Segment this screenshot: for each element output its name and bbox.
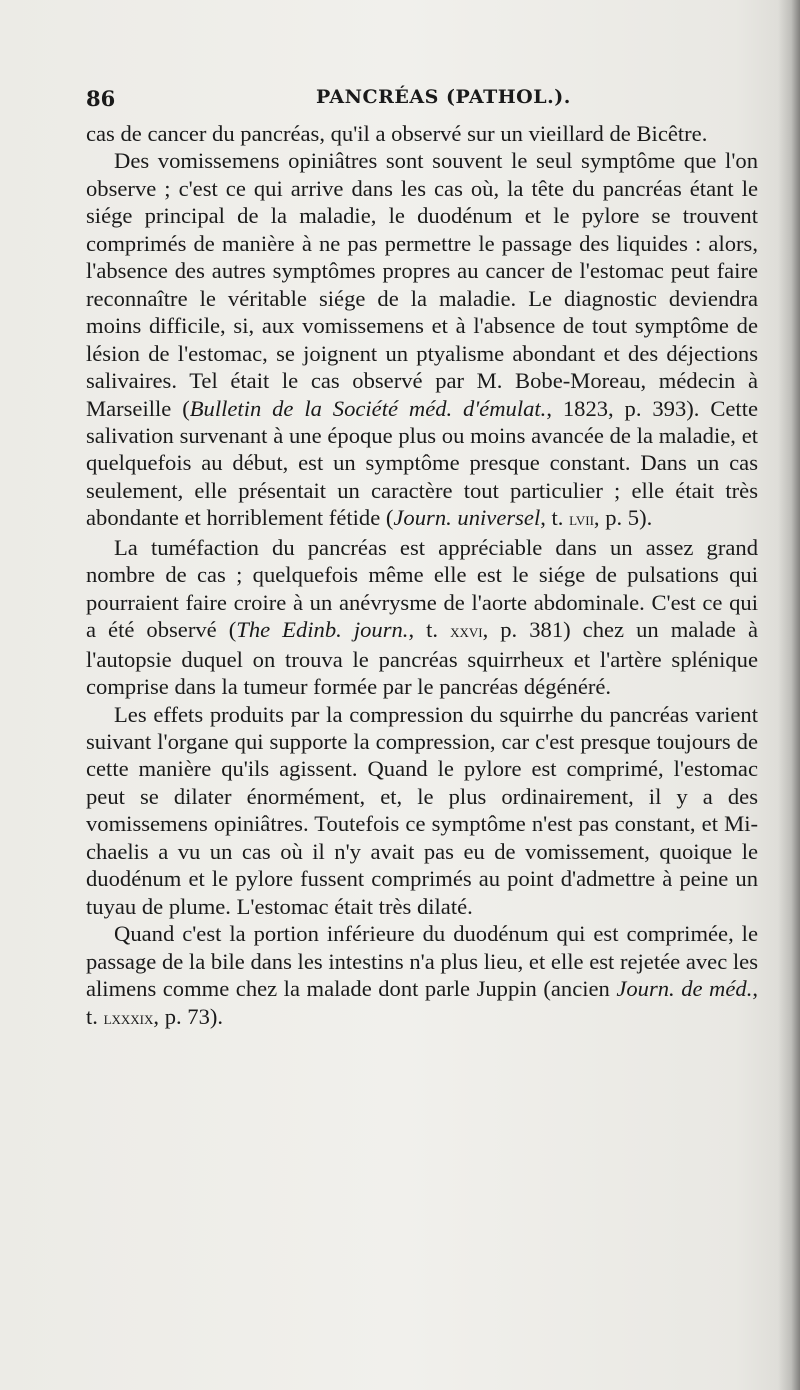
paragraph-vomissemens <box>86 147 758 533</box>
page-number: 86 <box>86 86 116 111</box>
text-run: , t. <box>540 505 570 531</box>
text-run: , p. 73). <box>153 1003 224 1029</box>
paragraph-duodenum <box>86 920 758 1032</box>
text-run: Quand c'est la portion inférieure du duodénum qui est comprimée, le passage de la bile dans les intestins n'a plus lieu, et elle est rejetée avec les alimens comme chez la malade dont parle Juppin (ancien <box>86 921 758 1002</box>
text-run: cas de cancer du pancréas, qu'il a observé sur un vieillard de Bicêtre. <box>86 121 708 146</box>
page-header <box>86 86 756 116</box>
citation-title: Bulletin de la Société méd. d'émulat. <box>189 395 547 421</box>
citation-title: Journ. universel <box>393 505 541 531</box>
paragraph-compression <box>86 701 758 921</box>
text-run: , t. <box>86 976 758 1029</box>
text-run: Les effets produits par la compression du squirrhe du pancréas varient suivant l'organe qui supporte la compression, car c'est presque toujours de cette manière qu'ils agissent. Quand le pylore est comprimé, l'estomac peut se dilater énormément, et, le plus ordinairement, il y a des vomissemens opiniâtres. Toutefois ce symptôme n'est pas constant, et Michaelis a vu un cas où il n'y avait pas eu de vomissement, quoique le duodénum et le pylore fussent comprimés au point d'admettre à peine un tuyau de plume. L'estomac était très dilaté. <box>86 701 758 919</box>
paragraph-continuation <box>86 120 758 147</box>
body-text <box>86 120 758 1032</box>
citation-title: Journ. de méd. <box>616 976 753 1002</box>
roman-numeral: lxxxix <box>103 1007 154 1028</box>
citation-title: The Edinb. journ. <box>236 617 409 643</box>
roman-numeral: xxvi <box>450 621 483 642</box>
running-head: PANCRÉAS (PATHOL.). <box>316 86 571 108</box>
roman-numeral: lvii <box>569 509 594 530</box>
text-run: , p. 381) chez un malade à l'autopsie duquel on trouva le pancréas squirrheux et l'artère splénique comprise dans la tumeur formée par le pancréas dégénéré. <box>86 617 758 700</box>
text-run: La tuméfaction du pancréas est appréciable dans un assez grand nombre de cas ; quelquefois même elle est le siége de pulsations qui pourraient faire croire à un anévrysme de l'aorte abdominale. C'est ce qui a été observé ( <box>86 534 758 643</box>
text-run: , t. <box>408 617 451 643</box>
page-binding-shadow <box>778 0 800 1390</box>
paragraph-tumefaction <box>86 534 758 701</box>
text-run: Des vomissemens opiniâtres sont souvent le seul symptôme que l'on observe ; c'est ce qui arrive dans les cas où, la tête du pancréas étant le siége principal de la maladie, le duodénum et le pylore se trouvent comprimés de manière à ne pas permettre le passage des liquides : alors, l'absence des autres symptômes propres au cancer de l'estomac peut faire reconnaître le véritable siége de la maladie. Le diagnostic deviendra moins difficile, si, aux vomissemens et à l'absence de tout symptôme de lésion de l'estomac, se joignent un ptyalisme abondant et des déjections salivaires. Tel était le cas observé par M. Bobe-Moreau, médecin à Marseille ( <box>86 148 758 421</box>
text-run: , p. 5). <box>593 505 653 531</box>
text-run: , 1823, p. 393). Cette salivation survenant à une époque plus ou moins avancée de la maladie, et quelquefois au début, est un symptôme presque constant. Dans un cas seulement, elle présentait un caractère tout particulier ; elle était très abondante et horriblement fétide ( <box>86 395 758 531</box>
